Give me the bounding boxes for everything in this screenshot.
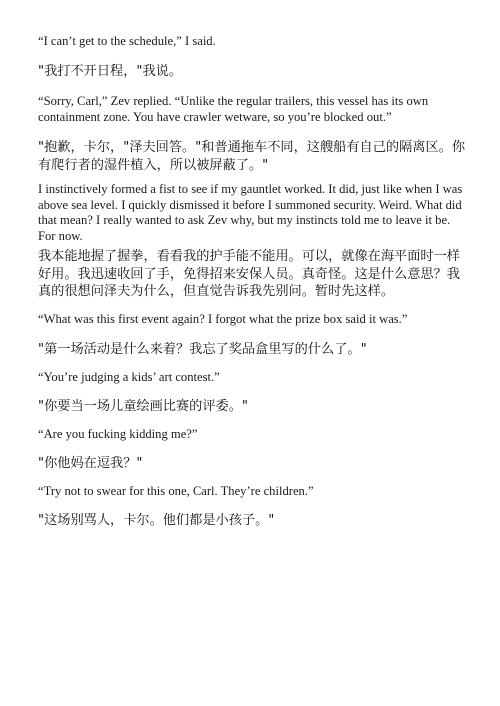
paragraph-en-4: “What was this first event again? I forgot what the prize box said it was.” bbox=[38, 312, 408, 326]
paragraph-en-1: “I can’t get to the schedule,” I said. bbox=[38, 34, 216, 48]
paragraph-en-3: I instinctively formed a fist to see if my gauntlet worked. It did, just like when I was above sea level. I quickly dismissed it before I summoned security. Weird. What did that mean? I really wanted to ask Zev why, but my instincts told me to leave it be. For now. bbox=[38, 182, 463, 243]
paragraph-zh-4: "第一场活动是什么来着？我忘了奖品盒里写的什么了。" bbox=[38, 342, 367, 357]
paragraph-zh-2: "抱歉，卡尔，"泽夫回答。"和普通拖车不同，这艘船有自己的隔离区。你有爬行者的湿件植入，所以被屏蔽了。" bbox=[38, 140, 466, 173]
paragraph-zh-1: "我打不开日程，"我说。 bbox=[38, 64, 183, 79]
paragraph-zh-5: "你要当一场儿童绘画比赛的评委。" bbox=[38, 399, 248, 414]
paragraph-en-2: “Sorry, Carl,” Zev replied. “Unlike the regular trailers, this vessel has its own containment zone. You have crawler wetware, so you’re blocked out.” bbox=[38, 94, 429, 124]
paragraph-zh-3: 我本能地握了握拳，看看我的护手能不能用。可以，就像在海平面时一样好用。我迅速收回了手，免得招来安保人员。真奇怪。这是什么意思？我真的很想问泽夫为什么，但直觉告诉我先别问。暂时先这样。 bbox=[38, 249, 460, 299]
paragraph-zh-6: "你他妈在逗我？" bbox=[38, 456, 143, 471]
paragraph-en-6: “Are you fucking kidding me?” bbox=[38, 427, 198, 441]
paragraph-zh-7: "这场别骂人，卡尔。他们都是小孩子。" bbox=[38, 513, 275, 528]
paragraph-en-5: “You’re judging a kids’ art contest.” bbox=[38, 370, 220, 384]
paragraph-en-7: “Try not to swear for this one, Carl. They’re children.” bbox=[38, 484, 314, 498]
